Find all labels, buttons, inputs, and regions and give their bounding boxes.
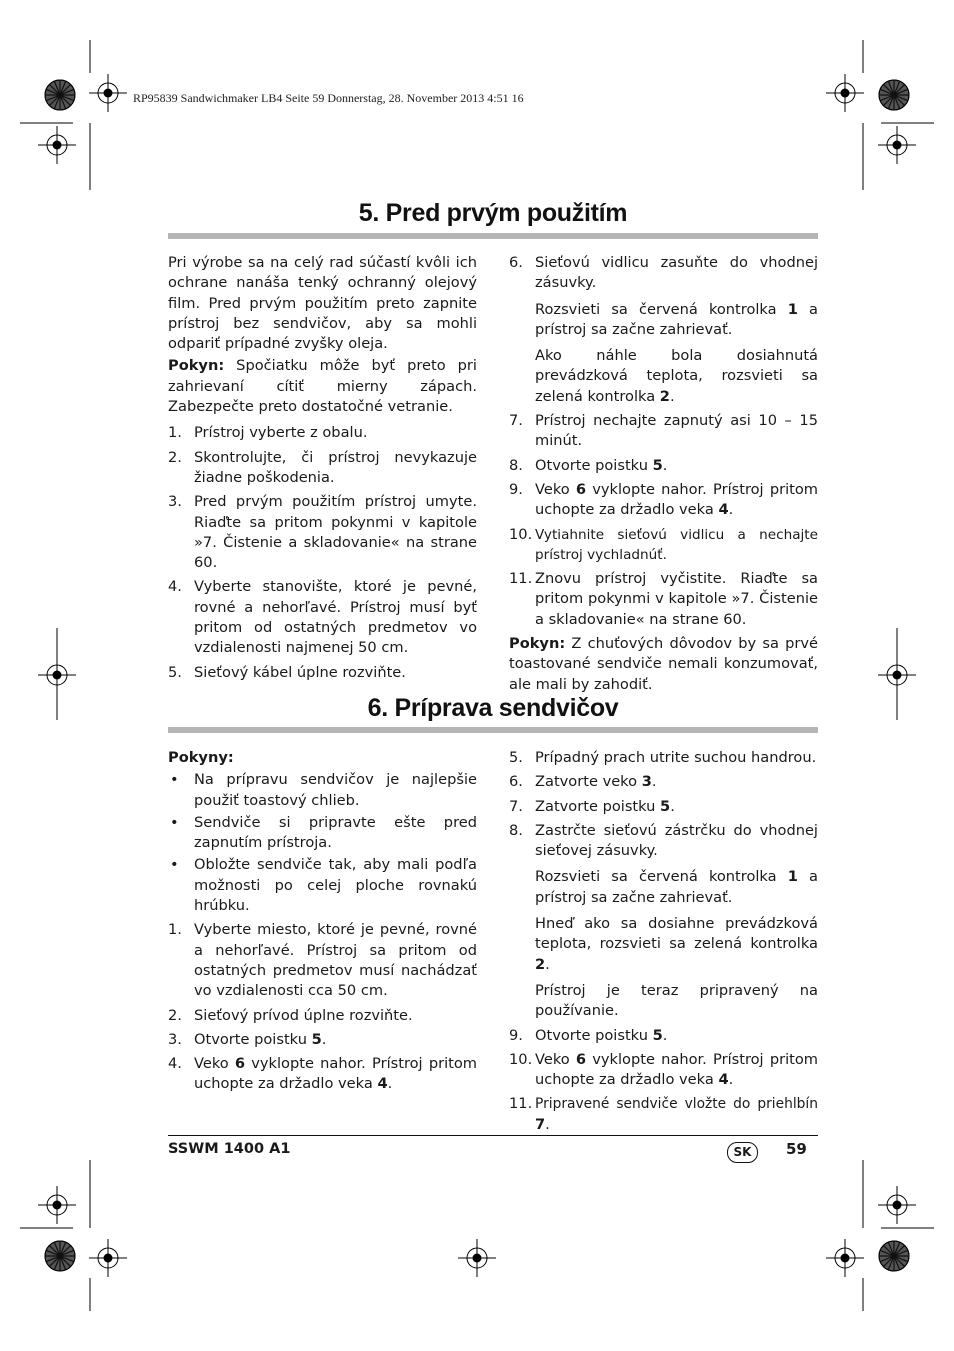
section-5-left-column [168,253,477,687]
list-item: 6. Zatvorte veko 3. [509,773,657,791]
section-5-right-column [509,253,818,697]
footer-rule [168,1135,818,1136]
bullet-item: • Sendviče si pripravte ešte pred zapnutím prístroja. [170,813,477,852]
note-text: Z chuťových dôvodov by sa prvé toastované sendviče nemali konzumovať, ale mali by zahodiť. [509,635,818,693]
note-text: Spočiatku môže byť preto pri zahrievaní cítiť mierny zápach. Zabezpečte preto dostatočné vetranie. [168,357,477,416]
list-item: 5. Sieťový kábel úplne rozviňte. [168,663,406,681]
list-item: 7. Prístroj nechajte zapnutý asi 10 – 15 minút. [509,412,818,450]
section-6-rule [168,727,818,733]
list-item-subparagraph: Hneď ako sa dosiahne prevádzková teplota, rozsvieti sa zelená kontrolka 2. [535,915,818,973]
list-item-subparagraph: Ako náhle bola dosiahnutá prevádzková teplota, rozsvieti sa zelená kontrolka 2. [535,347,818,405]
note-label: Pokyn: [509,635,566,653]
list-item: 2. Skontrolujte, či prístroj nevykazuje žiadne poškodenia. [168,448,477,486]
list-item: 11. Znovu prístroj vyčistite. Riaďte sa pritom pokynmi v kapitole »7. Čistenie a skladovanie« na strane 60. [509,570,818,628]
bullet-item: • Obložte sendviče tak, aby mali podľa možnosti po celej ploche rovnakú hrúbku. [170,856,477,915]
list-item: 9. Otvorte poistku 5. [509,1026,668,1044]
list-item: 6. Sieťovú vidlicu zasuňte do vhodnej zásuvky. [509,254,818,292]
language-badge: SK [727,1142,758,1163]
list-item: 10. Vytiahnite sieťovú vidlicu a nechajte prístroj vychladnúť. [509,525,818,563]
list-item-subparagraph: Rozsvieti sa červená kontrolka 1 a prístroj sa začne zahrievať. [535,300,818,338]
intro-paragraph: Pri výrobe sa na celý rad súčastí kvôli ich ochrane nanáša tenký ochranný olejový film. Pred prvým použitím preto zapnite prístroj bez sendvičov, aby sa mohli odpariť prípadné zvyšky oleja. [168,254,477,353]
list-item: 8. Otvorte poistku 5. [509,456,668,474]
list-item: 1. Vyberte miesto, ktoré je pevné, rovné a nehorľavé. Prístroj sa pritom od ostatných predmetov musí nachádzať vo vzdialenosti cca 50 cm. [168,921,477,1000]
list-item: 5. Prípadný prach utrite suchou handrou. [509,749,817,766]
list-item: 7. Zatvorte poistku 5. [509,797,675,815]
note-paragraph [168,356,477,417]
section-6-left-column [168,748,477,1099]
list-item: 3. Otvorte poistku 5. [168,1030,327,1048]
list-item: 8. Zastrčte sieťovú zástrčku do vhodnej sieťovej zásuvky. [509,821,818,860]
section-5-title: 5. Pred prvým použitím [358,199,628,227]
section-6-title: 6. Príprava sendvičov [367,694,619,722]
note-paragraph [509,634,818,695]
list-item-subparagraph: Rozsvieti sa červená kontrolka 1 a prístroj sa začne zahrievať. [535,868,818,906]
list-item: 3. Pred prvým použitím prístroj umyte. Riaďte sa pritom pokynmi v kapitole »7. Čistenie a skladovanie« na strane 60. [168,493,477,572]
section-6-right-column [509,748,818,1139]
note-label: Pokyn: [168,357,225,375]
list-item: 4. Vyberte stanovište, ktoré je pevné, rovné a nehorľavé. Prístroj musí byť pritom od ostatných predmetov vo vzdialenosti najmenej 50 cm. [168,578,477,657]
footer-model-number: SSWM 1400 A1 [168,1141,291,1157]
list-item-subparagraph: Prístroj je teraz pripravený na používanie. [535,981,818,1020]
notes-heading: Pokyny: [168,749,234,766]
list-item: 9. Veko 6 vyklopte nahor. Prístroj pritom uchopte za držadlo veka 4. [509,480,819,519]
bullet-item: • Na prípravu sendvičov je najlepšie použiť toastový chlieb. [170,771,477,809]
list-item: 1. Prístroj vyberte z obalu. [168,424,368,442]
print-slug-line: RP95839 Sandwichmaker LB4 Seite 59 Donnerstag, 28. November 2013 4:51 16 [133,91,524,105]
page-number: 59 [786,1140,807,1158]
list-item: 10. Veko 6 vyklopte nahor. Prístroj pritom uchopte za držadlo veka 4. [509,1050,819,1089]
section-5-rule [168,233,818,239]
list-item: 2. Sieťový prívod úplne rozviňte. [168,1006,413,1024]
list-item: 4. Veko 6 vyklopte nahor. Prístroj pritom uchopte za držadlo veka 4. [168,1055,478,1093]
list-item: 11. Pripravené sendviče vložte do priehlbín 7. [509,1095,818,1133]
